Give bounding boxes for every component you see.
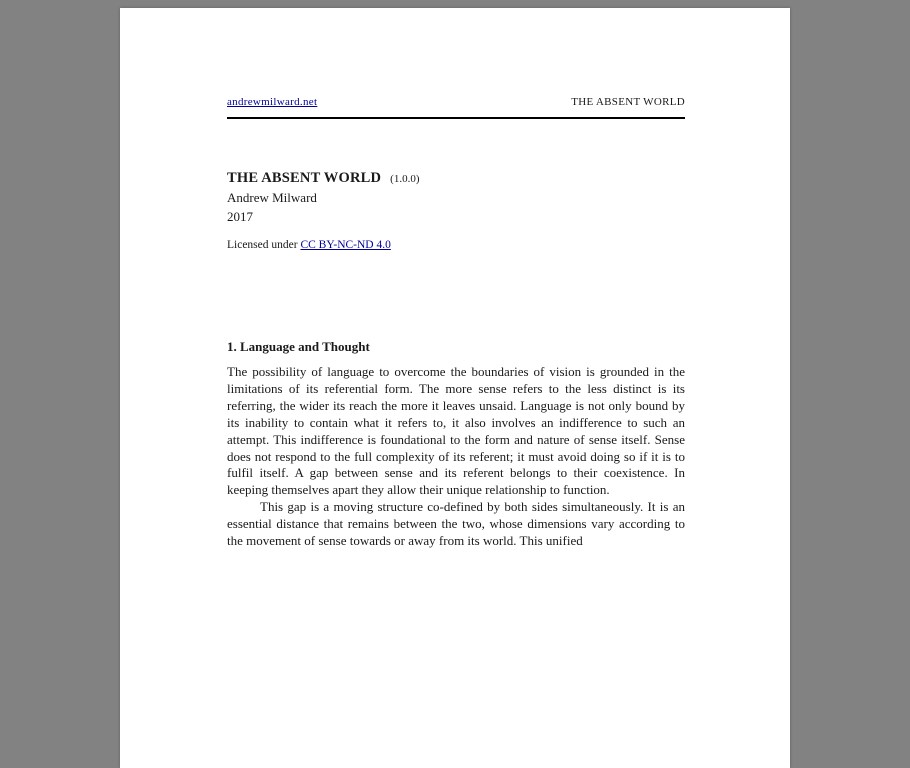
title-block (227, 169, 685, 251)
title-line (227, 169, 685, 187)
license-line (227, 239, 685, 251)
paragraph: The possibility of language to overcome the boundaries of vision is grounded in the limitations of its referential form. The more sense refers to the less distinct is its referring, the wider its reach the more it leaves unsaid. Language is not only bound by its inability to contain what it refers to, it also involves an indifference to such an attempt. This indifference is foundational to the form and nature of sense itself. Sense does not respond to the full complexity of its referent; it must avoid doing so if it is to fulfil itself. A gap between sense and its referent belongs to their coexistence. In keeping themselves apart they allow their unique relationship to function. (227, 364, 685, 498)
license-link[interactable]: CC BY-NC-ND 4.0 (300, 239, 391, 251)
document-viewer (0, 8, 910, 768)
author-name: Andrew Milward (227, 190, 317, 205)
document-page (120, 8, 790, 768)
publication-year: 2017 (227, 209, 253, 224)
site-link[interactable]: andrewmilward.net (227, 96, 318, 108)
section-heading: 1. Language and Thought (227, 339, 370, 354)
paragraph: This gap is a moving structure co-defined by both sides simultaneously. It is an essential distance that remains between the two, whose dimensions vary according to the movement of sense towards or away from its world. This unified (227, 499, 685, 549)
document-title: THE ABSENT WORLD (227, 170, 382, 186)
license-prefix: Licensed under (227, 239, 298, 251)
running-title: THE ABSENT WORLD (571, 96, 685, 108)
body-text (227, 364, 685, 550)
document-version: (1.0.0) (390, 173, 420, 185)
page-header (227, 96, 685, 119)
